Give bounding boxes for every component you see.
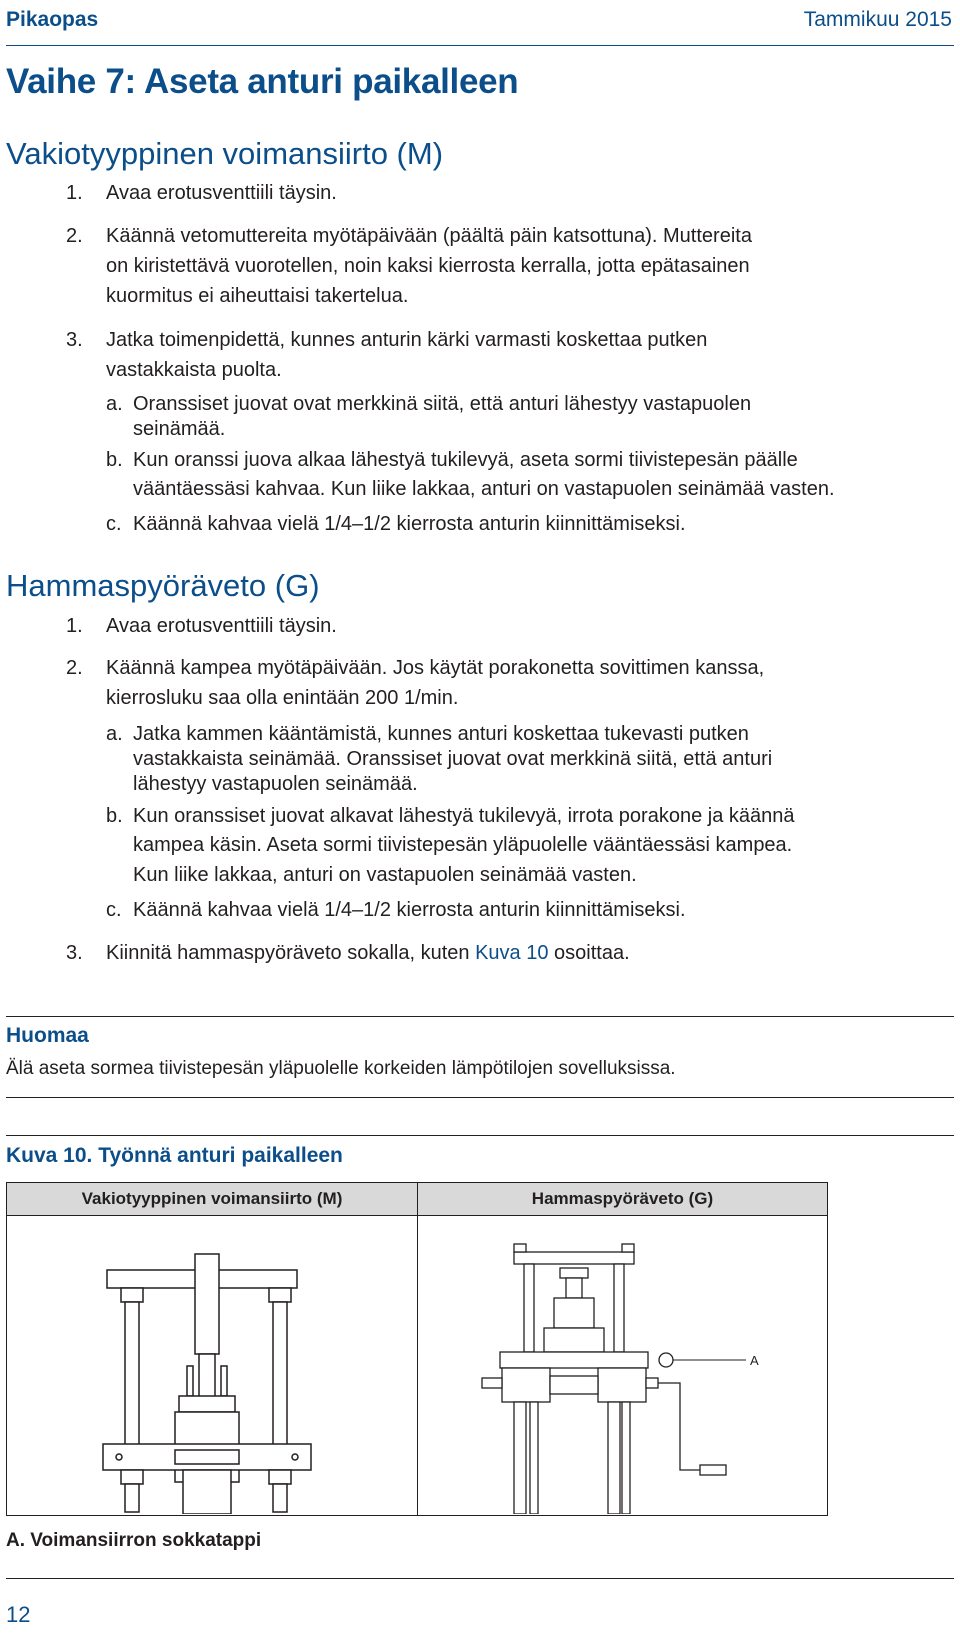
sub-list-letter: a.	[106, 393, 123, 415]
figure-column-header-g: Hammaspyöräveto (G)	[418, 1183, 827, 1216]
page-title: Vaihe 7: Aseta anturi paikalleen	[6, 62, 519, 101]
footer-rule	[6, 1578, 954, 1579]
fraction: 1/4–1/2	[324, 899, 391, 921]
figure-top-rule	[6, 1135, 954, 1136]
header-divider	[6, 45, 954, 46]
sub-list-text: lähestyy vastapuolen seinämää.	[133, 773, 418, 795]
note-title: Huomaa	[6, 1024, 89, 1047]
standard-drive-drawing	[7, 1216, 417, 1514]
sub-list-text: Käännä kahvaa vielä 1/4–1/2 kierrosta anturin kiinnittämiseksi.	[133, 513, 686, 535]
list-text: Avaa erotusventtiili täysin.	[106, 182, 337, 204]
header-date: Tammikuu 2015	[803, 8, 952, 31]
list-text: Avaa erotusventtiili täysin.	[106, 615, 337, 637]
callout-label-a: A	[750, 1353, 759, 1368]
sub-list-letter: c.	[106, 513, 122, 535]
figure-table	[6, 1182, 828, 1516]
sub-list-text: Käännä kahvaa vielä 1/4–1/2 kierrosta anturin kiinnittämiseksi.	[133, 899, 686, 921]
page-number: 12	[6, 1602, 31, 1627]
figure-link[interactable]: Kuva 10	[475, 942, 549, 964]
note-text: Älä aseta sormea tiivistepesän yläpuolelle korkeiden lämpötilojen sovelluksissa.	[6, 1058, 676, 1079]
note-bottom-rule	[6, 1097, 954, 1098]
sub-list-text: Jatka kammen kääntämistä, kunnes anturi koskettaa tukevasti putken	[133, 723, 749, 745]
list-number: 2.	[66, 657, 83, 679]
list-text: kuormitus ei aiheuttaisi takertelua.	[106, 285, 409, 307]
fraction: 1/4–1/2	[324, 513, 391, 535]
list-text: kierrosluku saa olla enintään 200 1/min.	[106, 687, 459, 709]
note-top-rule	[6, 1016, 954, 1017]
list-number: 3.	[66, 942, 83, 964]
list-text: on kiristettävä vuorotellen, noin kaksi kierrosta kerralla, jotta epätasainen	[106, 255, 750, 277]
sub-list-text: vääntäessäsi kahvaa. Kun liike lakkaa, anturi on vastapuolen seinämää vasten.	[133, 478, 835, 500]
sub-list-text: Oranssiset juovat ovat merkkinä siitä, että anturi lähestyy vastapuolen	[133, 393, 752, 415]
sub-list-letter: c.	[106, 899, 122, 921]
sub-list-text: Kun liike lakkaa, anturi on vastapuolen seinämää vasten.	[133, 864, 637, 886]
list-number: 3.	[66, 329, 83, 351]
list-text: Kiinnitä hammaspyöräveto sokalla, kuten Kuva 10 osoittaa.	[106, 942, 630, 964]
section-heading-m: Vakiotyyppinen voimansiirto (M)	[6, 136, 444, 171]
list-text: Käännä kampea myötäpäivään. Jos käytät porakonetta sovittimen kanssa,	[106, 657, 765, 679]
list-text: Käännä vetomuttereita myötäpäivään (päältä päin katsottuna). Muttereita	[106, 225, 752, 247]
header-doc-type: Pikaopas	[6, 8, 99, 31]
sub-list-letter: b.	[106, 449, 123, 471]
list-number: 1.	[66, 182, 83, 204]
sub-list-text: Kun oranssi juova alkaa lähestyä tukilevyä, aseta sormi tiivistepesän päälle	[133, 449, 798, 471]
sub-list-text: vastakkaista seinämää. Oranssiset juovat ovat merkkinä siitä, että anturi	[133, 748, 773, 770]
gear-drive-drawing	[418, 1216, 827, 1514]
list-number: 2.	[66, 225, 83, 247]
sub-list-text: Kun oranssiset juovat alkavat lähestyä tukilevyä, irrota porakone ja käännä	[133, 805, 795, 827]
figure-legend: A. Voimansiirron sokkatappi	[6, 1530, 262, 1551]
sub-list-letter: b.	[106, 805, 123, 827]
figure-column-header-m: Vakiotyyppinen voimansiirto (M)	[7, 1183, 417, 1216]
section-heading-g: Hammaspyöräveto (G)	[6, 568, 320, 603]
sub-list-text: seinämää.	[133, 418, 226, 440]
list-text: Jatka toimenpidettä, kunnes anturin kärki varmasti koskettaa putken	[106, 329, 708, 351]
sub-list-letter: a.	[106, 723, 123, 745]
figure-caption: Kuva 10. Työnnä anturi paikalleen	[6, 1144, 343, 1167]
list-number: 1.	[66, 615, 83, 637]
list-text: vastakkaista puolta.	[106, 359, 282, 381]
sub-list-text: kampea käsin. Aseta sormi tiivistepesän yläpuolelle vääntäessäsi kampea.	[133, 834, 793, 856]
